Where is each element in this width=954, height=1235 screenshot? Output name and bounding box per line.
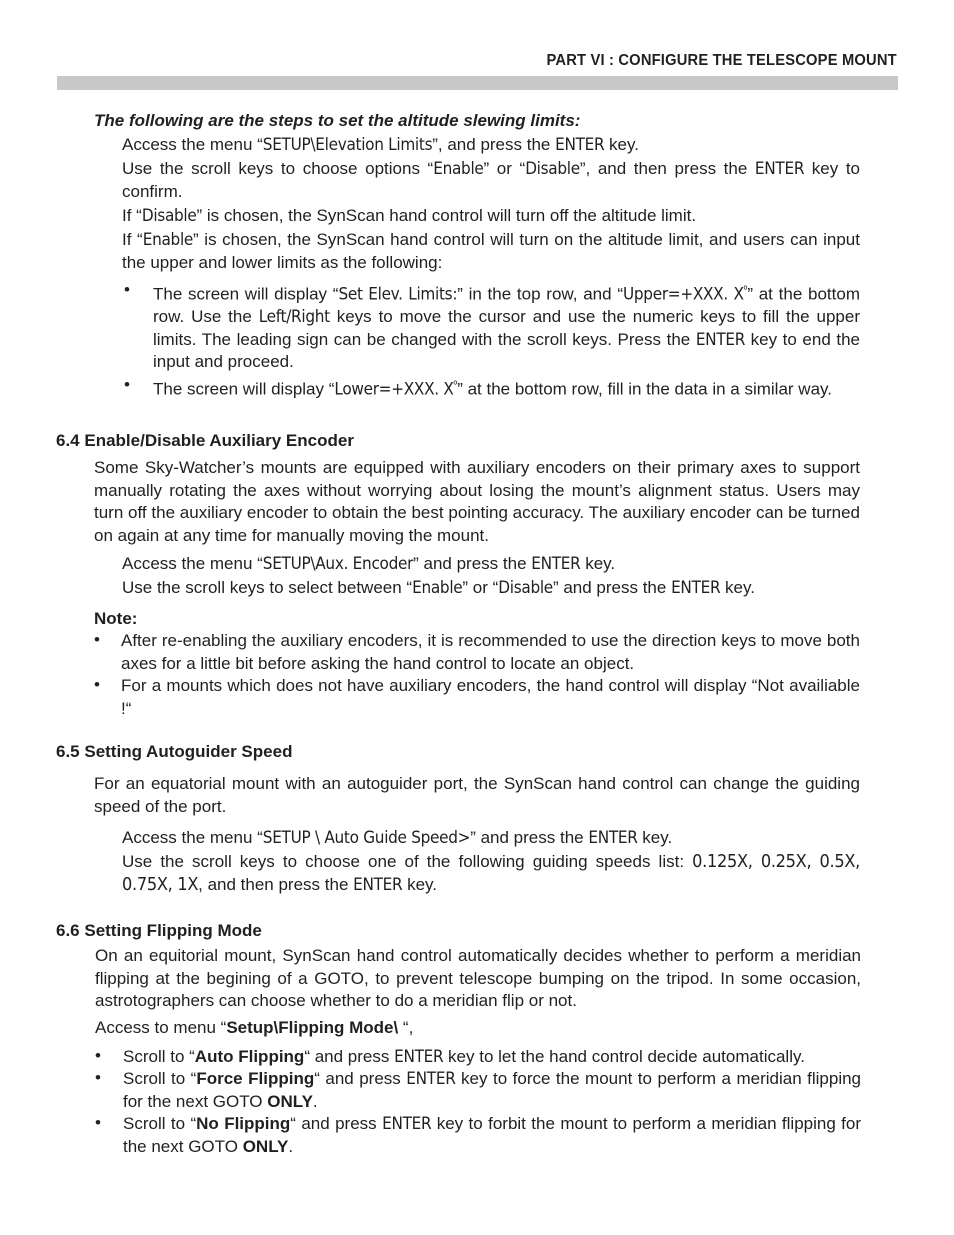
bullet-icon: • bbox=[94, 630, 100, 649]
flip-bullet-none-text: Scroll to “No Flipping“ and press ENTER key to forbit the mount to perform a meridian flipping for the next GOTO ONLY. bbox=[123, 1114, 862, 1156]
section-6-5-title: 6.5 Setting Autoguider Speed bbox=[56, 742, 293, 761]
section-6-5-step-2: Use the scroll keys to choose one of the following guiding speeds list: 0.125X, 0.25X, 0.5X, 0.75X, 1X, and then press the ENTER key. bbox=[122, 851, 860, 895]
section-6-6-access: Access to menu “Setup\Flipping Mode\ “, bbox=[95, 1018, 414, 1037]
section-6-5-para: For an equatorial mount with an autoguider port, the SynScan hand control can change the guiding speed of the port. bbox=[94, 774, 860, 816]
note-bullet-2-text: For a mounts which does not have auxiliary encoders, the hand control will display “Not availiable !“ bbox=[121, 676, 860, 718]
section-6-4-title: 6.4 Enable/Disable Auxiliary Encoder bbox=[56, 431, 354, 450]
bullet-icon: • bbox=[94, 675, 100, 694]
bullet-icon: • bbox=[124, 280, 130, 299]
bullet-icon: • bbox=[95, 1113, 101, 1132]
bullet-icon: • bbox=[95, 1046, 101, 1065]
altitude-bullet-1-text: The screen will display “Set Elev. Limits:” in the top row, and “Upper=+XXX. $X^º$” at the bottom row. Use the Left/Right keys to move the cursor and use the numeric keys to fill the upper limits. The leading sign can be changed with the scroll keys. Press the ENTER key to end the input and proceed. bbox=[153, 284, 860, 372]
section-6-5-step-1: Access the menu “SETUP \ Auto Guide Speed>” and press the ENTER key. bbox=[122, 828, 673, 848]
bullet-icon: • bbox=[124, 375, 130, 394]
altitude-step-3: If “Disable” is chosen, the SynScan hand control will turn off the altitude limit. bbox=[122, 206, 697, 226]
altitude-heading: The following are the steps to set the altitude slewing limits: bbox=[94, 111, 581, 130]
altitude-step-2: Use the scroll keys to choose options “Enable” or “Disable”, and then press the ENTER key to confirm. bbox=[122, 159, 861, 201]
header-rule bbox=[57, 76, 898, 90]
altitude-bullet-2-text: The screen will display “Lower=+XXX. $X^º$” at the bottom row, fill in the data in a similar way. bbox=[153, 379, 832, 400]
altitude-step-1: Access the menu “SETUP\Elevation Limits”, and press the ENTER key. bbox=[122, 135, 639, 155]
note-bullet-1-text: After re-enabling the auxiliary encoders, it is recommended to use the direction keys to move both axes for a little bit before asking the hand control to locate an object. bbox=[121, 631, 860, 673]
section-6-6-title: 6.6 Setting Flipping Mode bbox=[56, 921, 262, 940]
altitude-step-4: If “Enable” is chosen, the SynScan hand control will turn on the altitude limit, and users can input the upper and lower limits as the following: bbox=[122, 230, 860, 272]
note-label: Note: bbox=[94, 609, 138, 628]
flip-bullet-auto-text: Scroll to “Auto Flipping“ and press ENTER key to let the hand control decide automatically. bbox=[123, 1047, 805, 1067]
page-header: PART VI : CONFIGURE THE TELESCOPE MOUNT bbox=[546, 52, 897, 69]
section-6-6-para: On an equitorial mount, SynScan hand control automatically decides whether to perform a meridian flipping at the begining of a GOTO, to prevent telescope bumping on the tripod. In some occasion, astrotographers can choose whether to do a meridian flip or not. bbox=[95, 946, 861, 1010]
bullet-icon: • bbox=[95, 1068, 101, 1087]
flip-bullet-force-text: Scroll to “Force Flipping“ and press ENTER key to force the mount to perform a meridian flipping for the next GOTO ONLY. bbox=[123, 1069, 862, 1111]
section-6-4-step-1: Access the menu “SETUP\Aux. Encoder” and press the ENTER key. bbox=[122, 554, 616, 574]
section-6-4-para: Some Sky-Watcher’s mounts are equipped with auxiliary encoders on their primary axes to support manually rotating the axes without worrying about losing the mount’s alignment status. Users may turn off the auxiliary encoder to obtain the best pointing accuracy. The auxiliary encoder can be turned on again at any time for manually moving the mount. bbox=[94, 458, 860, 545]
section-6-4-step-2: Use the scroll keys to select between “Enable” or “Disable” and press the ENTER key. bbox=[122, 578, 755, 598]
